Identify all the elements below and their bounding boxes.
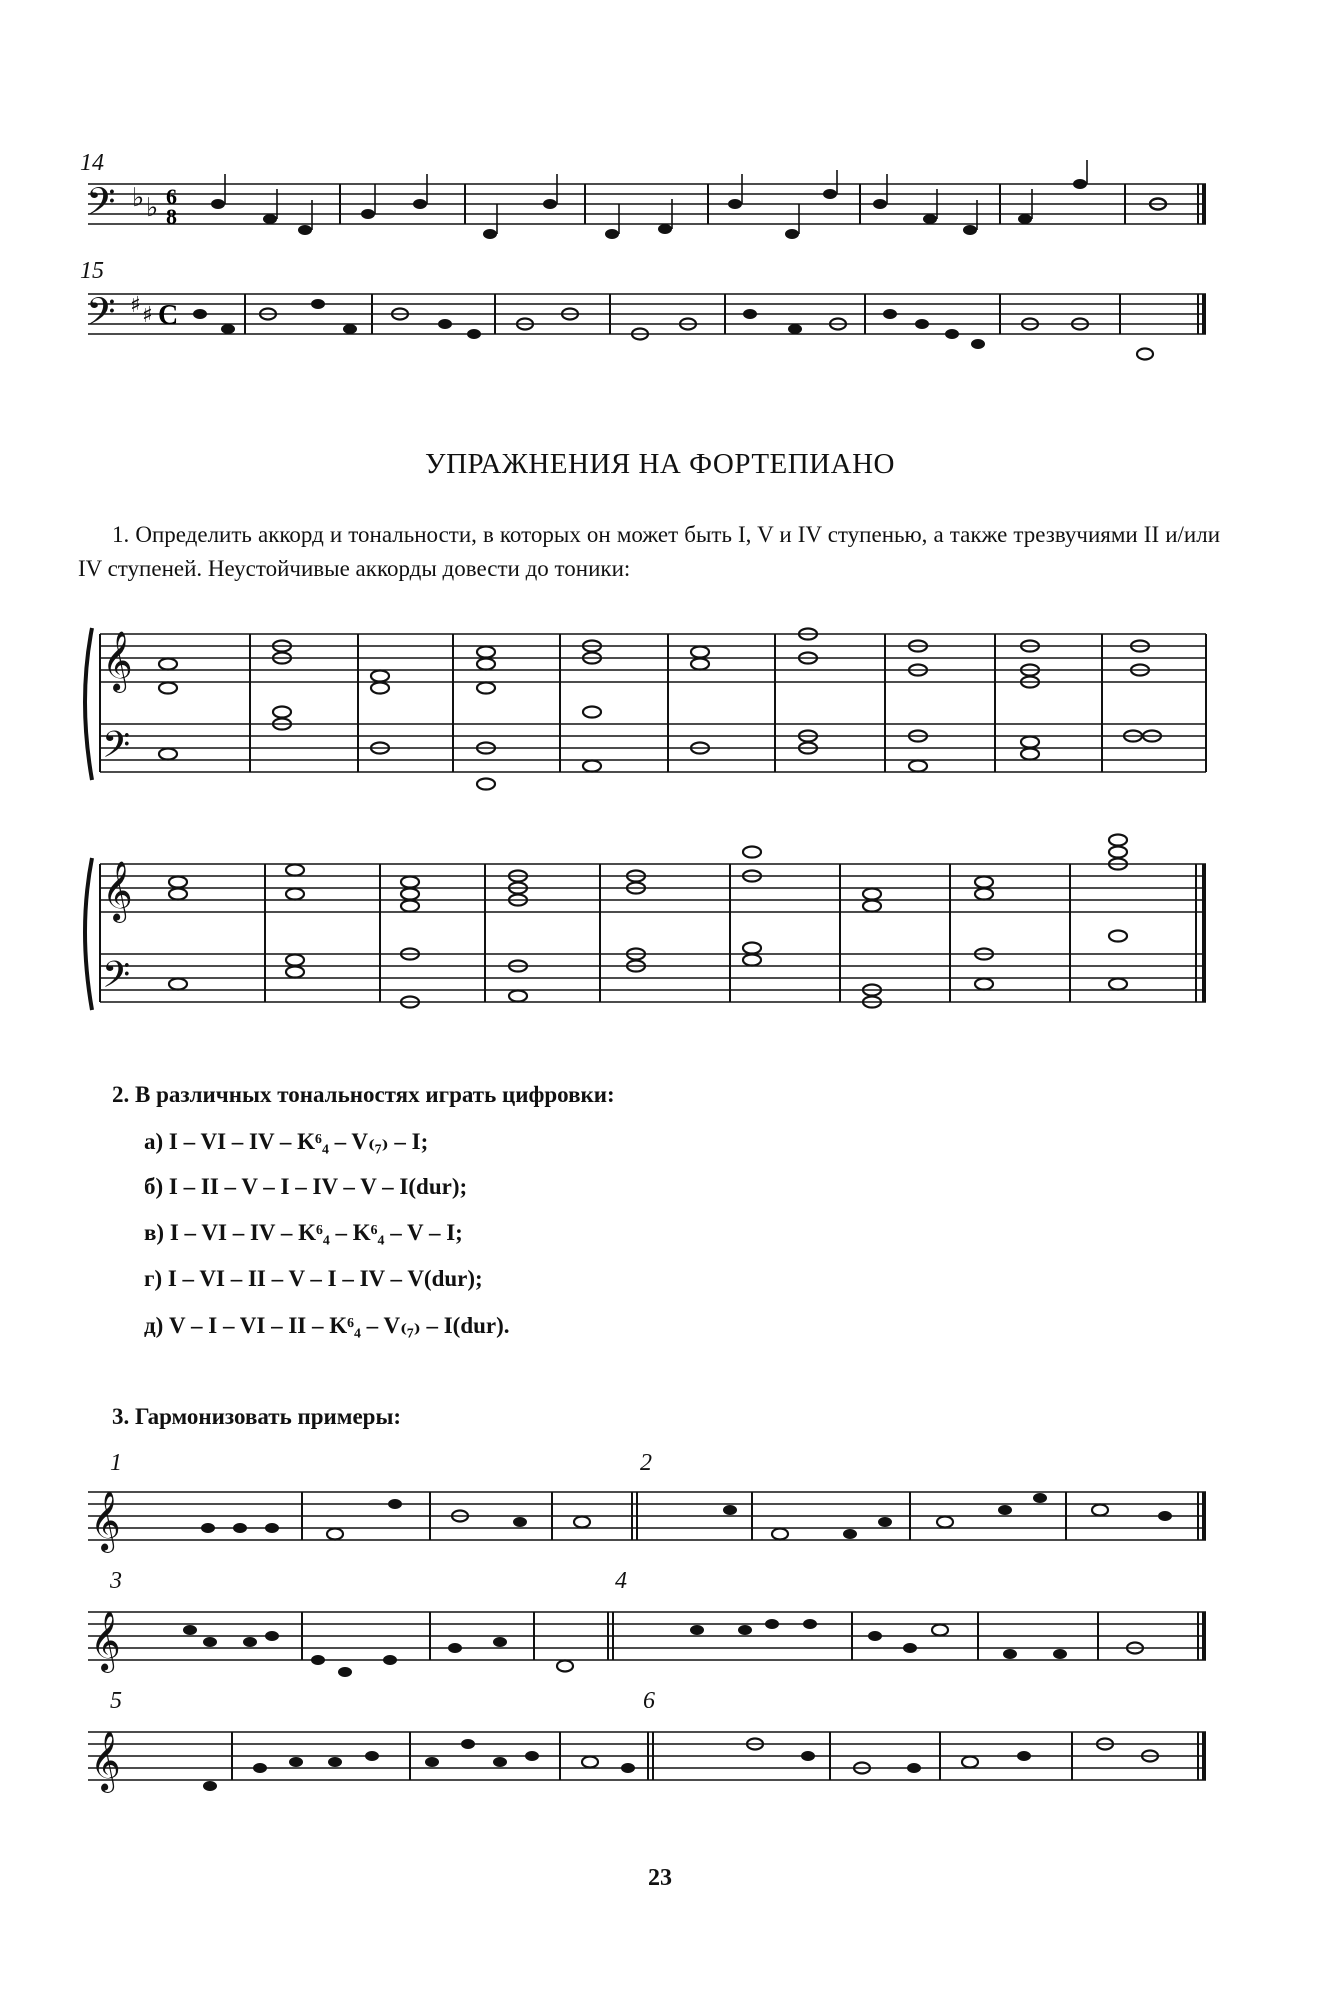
exercise-2-text: 2. В различных тональностях играть цифровки: xyxy=(112,1082,615,1107)
treble-clef-icon: 𝄞 xyxy=(90,1611,121,1671)
notes-example-15 xyxy=(193,299,1153,360)
treble-clef-icon: 𝄞 xyxy=(90,1491,121,1551)
bass-clef-icon: 𝄢 xyxy=(102,954,131,1005)
example-number-5: 5 xyxy=(110,1688,122,1714)
time-sig-bottom: 8 xyxy=(166,204,177,229)
exercise-3-text: 3. Гармонизовать примеры: xyxy=(112,1404,402,1429)
progression-d-label: г) xyxy=(144,1266,163,1291)
flat-icon: ♭ xyxy=(146,193,159,223)
staff-ex3-row2 xyxy=(88,1612,1206,1660)
exercise-1-text: 1. Определить аккорд и тональности, в которых он может быть I, V и IV ступенью, а также трезвучиями II и/или IV ступеней. Неустойчивые аккорды довести до тоники: xyxy=(78,522,1220,581)
progression-c-label: в) xyxy=(144,1220,165,1245)
treble-clef-icon: 𝄞 xyxy=(90,1731,121,1791)
treble-clef-icon: 𝄞 xyxy=(102,861,133,921)
progression-e-label: д) xyxy=(144,1313,164,1338)
example-number-14: 14 xyxy=(80,150,104,176)
flat-icon: ♭ xyxy=(132,183,145,213)
progression-a-label: а) xyxy=(144,1129,164,1154)
progression-b-text: I – II – V – I – IV – V – I(dur); xyxy=(168,1174,468,1199)
chords-system-1 xyxy=(159,629,1161,790)
example-number-3: 3 xyxy=(110,1568,122,1594)
sharp-icon: ♯ xyxy=(142,303,153,328)
bass-clef-icon: 𝄢 xyxy=(86,179,116,233)
treble-clef-icon: 𝄞 xyxy=(102,631,133,691)
grand-staff-2 xyxy=(85,835,1206,1011)
progression-b-label: б) xyxy=(144,1174,164,1199)
example-number-1: 1 xyxy=(110,1450,122,1476)
bass-clef-icon: 𝄢 xyxy=(102,724,131,775)
notes-example-14 xyxy=(211,160,1166,239)
grand-staff-1 xyxy=(85,628,1206,790)
example-number-6: 6 xyxy=(643,1688,655,1714)
example-number-2: 2 xyxy=(640,1450,652,1476)
sharp-icon: ♯ xyxy=(130,293,141,318)
progression-d-text: I – VI – II – V – I – IV – V(dur); xyxy=(167,1266,483,1291)
bass-clef-icon: 𝄢 xyxy=(86,289,116,343)
progression-e-text: V – I – VI – II – K⁶₄ – V₍₇₎ – I(dur). xyxy=(169,1313,510,1338)
section-title: УПРАЖНЕНИЯ НА ФОРТЕПИАНО xyxy=(425,448,895,480)
progression-a-text: I – VI – IV – K⁶₄ – V₍₇₎ – I; xyxy=(168,1129,429,1154)
page-number: 23 xyxy=(648,1865,672,1891)
example-number-4: 4 xyxy=(615,1568,627,1594)
progression-c-text: I – VI – IV – K⁶₄ – K⁶₄ – V – I; xyxy=(169,1220,463,1245)
example-number-15: 15 xyxy=(80,258,104,284)
melody-notes-ex3 xyxy=(183,1493,1172,1791)
chords-system-2 xyxy=(169,835,1127,1008)
staff-example-14 xyxy=(88,184,1206,224)
staff-example-15 xyxy=(88,294,1206,334)
common-time-icon: C xyxy=(158,300,179,331)
time-sig-top: 6 xyxy=(166,184,177,209)
